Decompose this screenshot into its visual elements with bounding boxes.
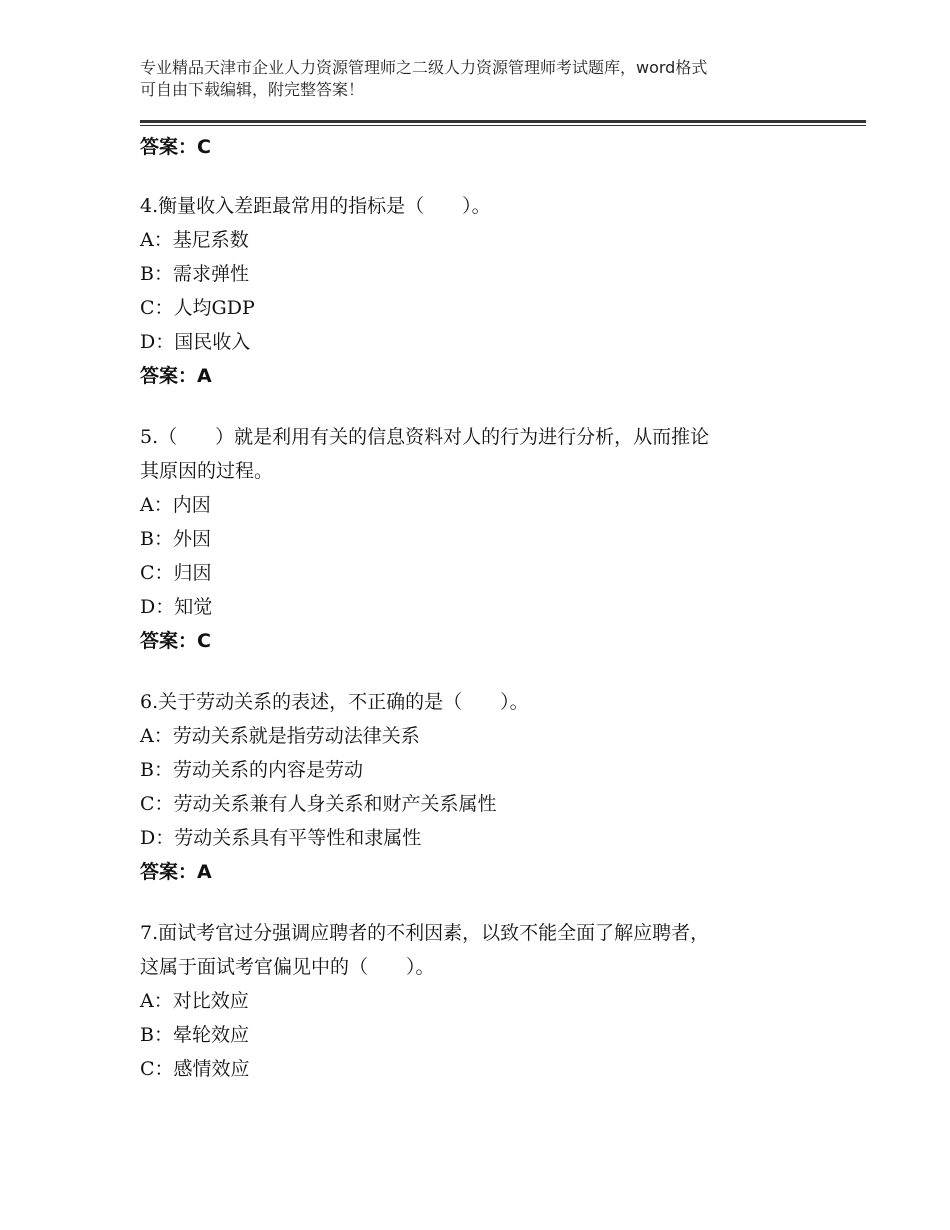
question-block	[140, 189, 840, 393]
option-a: A：劳动关系就是指劳动法律关系	[140, 725, 420, 747]
question-text-line-2: 其原因的过程。	[140, 460, 274, 482]
question-text: 6.关于劳动关系的表述，不正确的是（ ）。	[140, 691, 529, 713]
header-line-2: 可自由下载编辑，附完整答案！	[140, 80, 365, 99]
question-text-line-1: 5.（ ）就是利用有关的信息资料对人的行为进行分析，从而推论	[140, 426, 710, 448]
option-d: D：国民收入	[140, 331, 251, 353]
question-block	[140, 916, 840, 1086]
option-b: B：需求弹性	[140, 263, 249, 285]
page-header	[140, 57, 820, 101]
answer-label: 答案：C	[140, 136, 211, 158]
option-a: A：内因	[140, 494, 211, 516]
question-text: 4.衡量收入差距最常用的指标是（ ）。	[140, 195, 491, 217]
option-b: B：劳动关系的内容是劳动	[140, 759, 363, 781]
option-c: C：人均GDP	[140, 297, 255, 319]
header-line-1: 专业精品天津市企业人力资源管理师之二级人力资源管理师考试题库，word格式	[140, 58, 708, 77]
header-rule-thick	[140, 120, 866, 123]
option-c: C：劳动关系兼有人身关系和财产关系属性	[140, 793, 497, 815]
option-a: A：基尼系数	[140, 229, 249, 251]
option-c: C：归因	[140, 562, 212, 584]
option-a: A：对比效应	[140, 990, 249, 1012]
answer-label: 答案：A	[140, 365, 212, 387]
question-text-line-2: 这属于面试考官偏见中的（ ）。	[140, 956, 435, 978]
option-c: C：感情效应	[140, 1058, 250, 1080]
header-rule-thin	[140, 125, 866, 126]
option-d: D：知觉	[140, 596, 213, 618]
question-block	[140, 420, 840, 658]
option-b: B：外因	[140, 528, 211, 550]
question-text-line-1: 7.面试考官过分强调应聘者的不利因素，以致不能全面了解应聘者，	[140, 922, 710, 944]
option-b: B：晕轮效应	[140, 1024, 249, 1046]
answer-label: 答案：C	[140, 630, 211, 652]
option-d: D：劳动关系具有平等性和隶属性	[140, 827, 422, 849]
answer-label: 答案：A	[140, 861, 212, 883]
question-block	[140, 685, 840, 889]
question-list	[140, 130, 840, 1086]
